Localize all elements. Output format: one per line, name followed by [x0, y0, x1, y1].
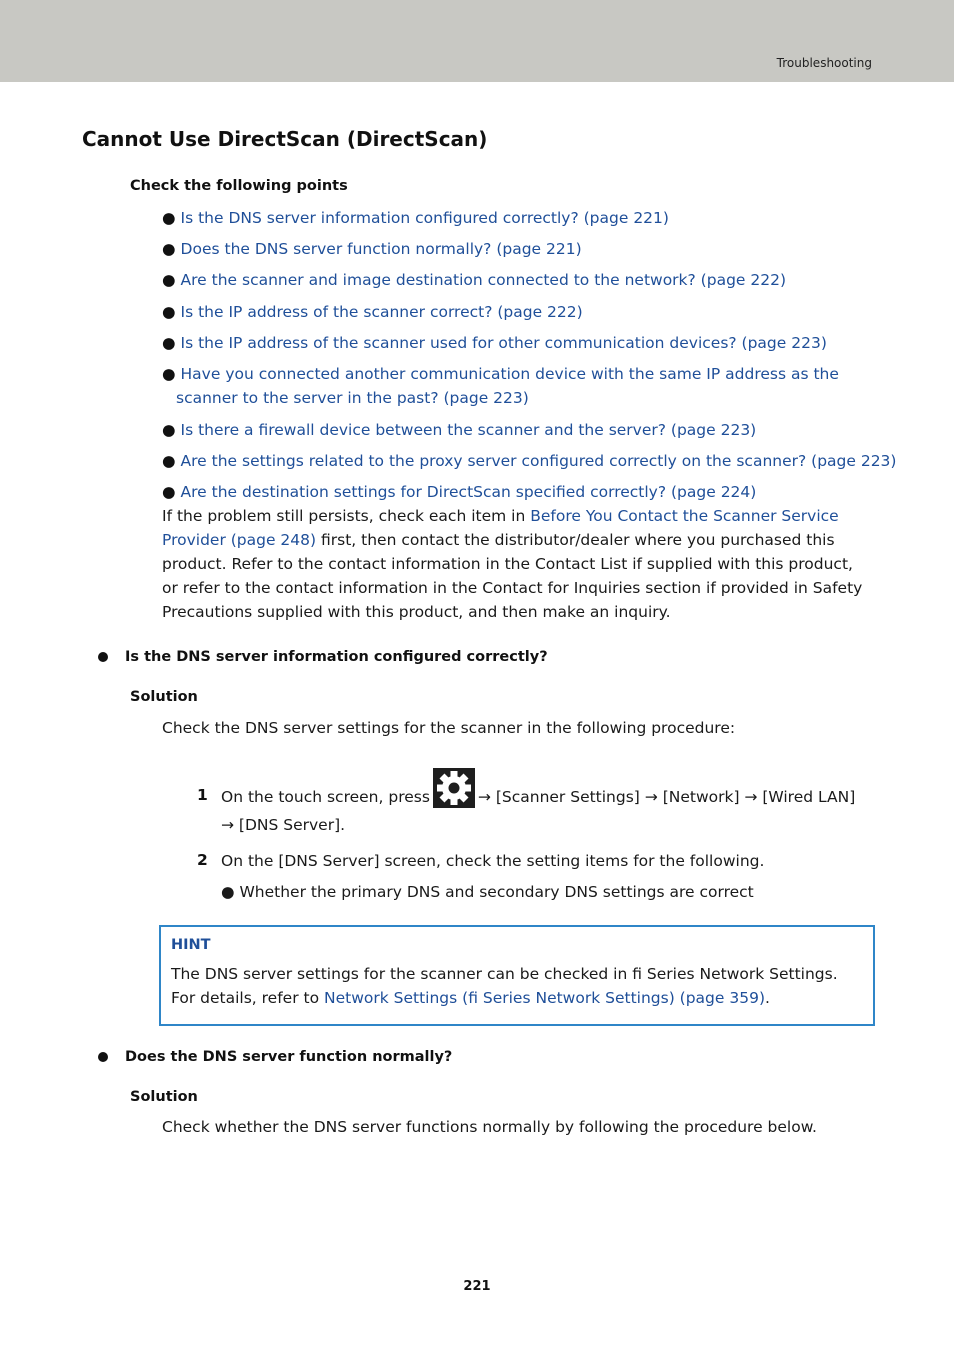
solution-intro: Check the DNS server settings for the scanner in the following procedure:	[162, 719, 736, 737]
bullet-icon: ●	[162, 452, 176, 470]
bullet-icon: ●	[221, 883, 240, 901]
question-bullet-icon	[98, 652, 108, 662]
bullet-icon: ●	[162, 240, 176, 258]
step-number: 2	[197, 851, 208, 869]
question-dns-configured: Is the DNS server information configured correctly?	[125, 649, 548, 665]
check-item-3[interactable]: ● Are the scanner and image destination connected to the network? (page 222)	[162, 271, 786, 289]
hint-text-line-1: The DNS server settings for the scanner can be checked in fi Series Network Settings.	[171, 965, 838, 983]
step-2-bullet: ● Whether the primary DNS and secondary DNS settings are correct	[221, 883, 754, 901]
question-dns-function: Does the DNS server function normally?	[125, 1049, 453, 1065]
header-section-label: Troubleshooting	[776, 56, 872, 70]
contact-provider-link[interactable]: Before You Contact the Scanner Service Provider (page 248)	[162, 507, 839, 549]
bullet-icon: ●	[162, 303, 176, 321]
settings-gear-icon	[433, 768, 475, 808]
check-item-8[interactable]: ● Are the settings related to the proxy server configured correctly on the scanner? (page 223)	[162, 452, 897, 470]
hint-title: HINT	[171, 937, 211, 953]
hint-box	[159, 925, 875, 1026]
check-item-1[interactable]: ● Is the DNS server information configured correctly? (page 221)	[162, 209, 669, 227]
step-number: 1	[197, 786, 208, 804]
bullet-icon: ●	[162, 271, 176, 289]
page-number: 221	[463, 1279, 491, 1294]
solution-intro: Check whether the DNS server functions normally by following the procedure below.	[162, 1118, 817, 1136]
step-1-text: On the touch screen, press → [Scanner Settings] → [Network] → [Wired LAN] → [DNS Server].	[221, 768, 871, 839]
question-bullet-icon	[98, 1052, 108, 1062]
step-2-text: On the [DNS Server] screen, check the setting items for the following.	[221, 852, 765, 870]
page-title: Cannot Use DirectScan (DirectScan)	[82, 127, 488, 151]
bullet-icon: ●	[162, 421, 176, 439]
network-settings-link[interactable]: Network Settings (fi Series Network Settings) (page 359)	[324, 989, 765, 1007]
check-item-7[interactable]: ● Is there a firewall device between the scanner and the server? (page 223)	[162, 421, 757, 439]
check-item-4[interactable]: ● Is the IP address of the scanner correct? (page 222)	[162, 303, 583, 321]
check-item-6[interactable]: ● Have you connected another communication device with the same IP address as the scanner to the server in the past? (page 223)	[162, 365, 839, 407]
bullet-icon: ●	[162, 483, 176, 501]
solution-label: Solution	[130, 1089, 198, 1105]
persist-paragraph: If the problem still persists, check each item in Before You Contact the Scanner Service Provider (page 248) first, then contact the distributor/dealer where you purchased this product. Refer to the contact information in the Contact List if supplied with this product, or refer to the contact information in the Contact for Inquiries section if provided in Safety Precautions supplied with this product, and then make an inquiry.	[162, 507, 863, 621]
solution-label: Solution	[130, 689, 198, 705]
bullet-icon: ●	[162, 365, 176, 383]
bullet-icon: ●	[162, 334, 176, 352]
hint-text-line-2: For details, refer to Network Settings (fi Series Network Settings) (page 359).	[171, 989, 770, 1007]
check-item-5[interactable]: ● Is the IP address of the scanner used for other communication devices? (page 223)	[162, 334, 827, 352]
bullet-icon: ●	[162, 209, 176, 227]
page-header-band	[0, 0, 954, 82]
check-item-2[interactable]: ● Does the DNS server function normally? (page 221)	[162, 240, 582, 258]
check-points-heading: Check the following points	[130, 178, 348, 194]
check-item-9[interactable]: ● Are the destination settings for DirectScan specified correctly? (page 224)	[162, 483, 757, 501]
